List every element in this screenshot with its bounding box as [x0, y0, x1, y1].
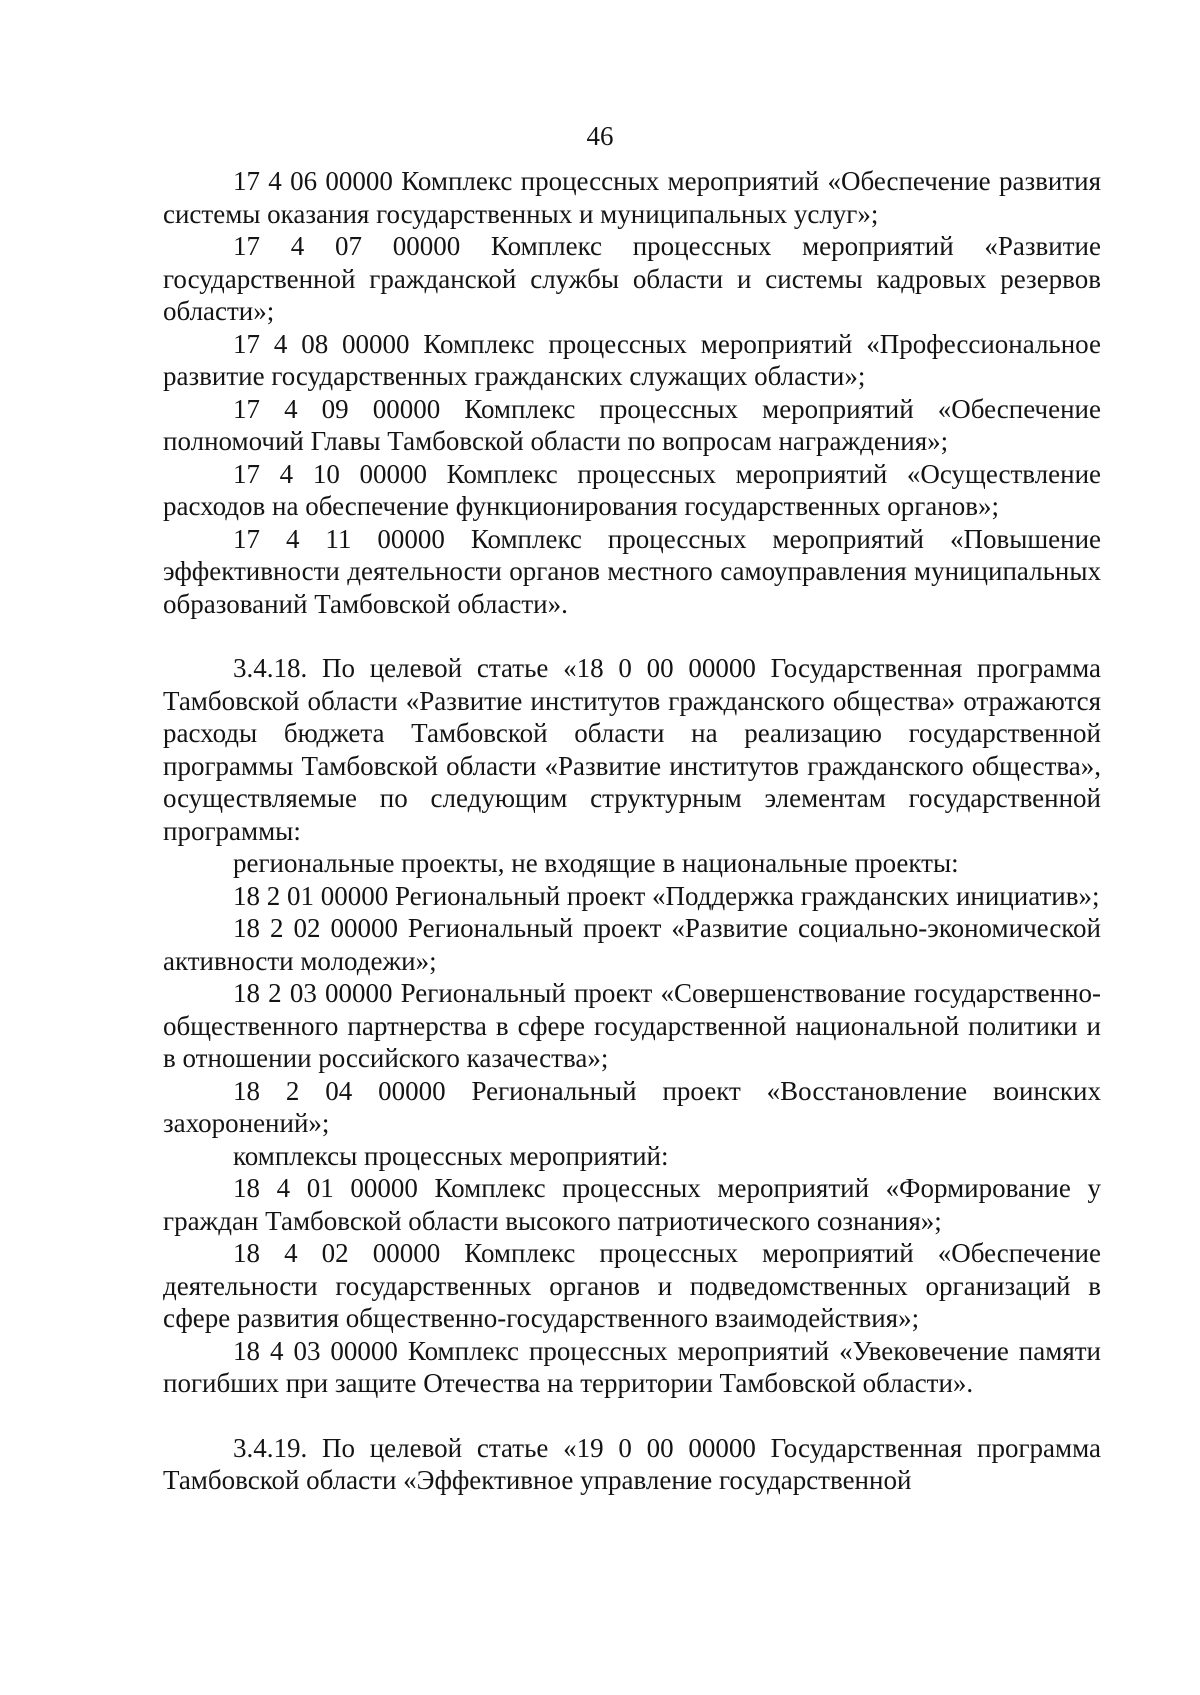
paragraph-18-4-01: 18 4 01 00000 Комплекс процессных мероприятий «Формирование у граждан Тамбовской области высокого патриотического сознания»;	[163, 1173, 1101, 1236]
paragraph-17-4-07: 17 4 07 00000 Комплекс процессных мероприятий «Развитие государственной гражданской службы области и системы кадровых резервов области»;	[163, 231, 1101, 326]
paragraph-17-4-06: 17 4 06 00000 Комплекс процессных мероприятий «Обеспечение развития системы оказания государственных и муниципальных услуг»;	[163, 166, 1101, 229]
paragraph-17-4-08: 17 4 08 00000 Комплекс процессных мероприятий «Профессиональное развитие государственных гражданских служащих области»;	[163, 328, 1101, 391]
regional-projects-heading: региональные проекты, не входящие в национальные проекты:	[233, 848, 959, 878]
paragraph-18-2-01: 18 2 01 00000 Региональный проект «Поддержка гражданских инициатив»;	[233, 880, 1100, 911]
paragraph-18-4-03: 18 4 03 00000 Комплекс процессных мероприятий «Увековечение памяти погибших при защите Отечества на территории Тамбовской области».	[163, 1335, 1101, 1398]
paragraph-17-4-11: 17 4 11 00000 Комплекс процессных мероприятий «Повышение эффективности деятельности органов местного самоуправления муниципальных образований Тамбовской области».	[163, 523, 1101, 619]
paragraph-17-4-09: 17 4 09 00000 Комплекс процессных мероприятий «Обеспечение полномочий Главы Тамбовской области по вопросам награждения»;	[163, 393, 1101, 456]
paragraph-18-2-04: 18 2 04 00000 Региональный проект «Восстановление воинских захоронений»;	[163, 1075, 1101, 1138]
section-3-4-19: 3.4.19. По целевой статье «19 0 00 00000 Государственная программа Тамбовской области «Эффективное управление государственной	[163, 1432, 1101, 1495]
section-gap	[163, 620, 1101, 652]
section-gap	[163, 1400, 1101, 1432]
process-complexes-heading: комплексы процессных мероприятий:	[233, 1140, 669, 1171]
paragraph-18-2-02: 18 2 02 00000 Региональный проект «Развитие социально-экономической активности молодежи»;	[163, 913, 1101, 976]
document-body	[163, 165, 1101, 1497]
section-3-4-18: 3.4.18. По целевой статье «18 0 00 00000 Государственная программа Тамбовской области «Развитие институтов гражданского общества» отражаются расходы бюджета Тамбовской области на реализацию государственной программы Тамбовской области «Развитие институтов гражданского общества», осуществляемые по следующим структурным элементам государственной программы:	[163, 653, 1101, 846]
paragraph-18-4-02: 18 4 02 00000 Комплекс процессных мероприятий «Обеспечение деятельности государственных органов и подведомственных организаций в сфере развития общественно-государственного взаимодействия»;	[163, 1238, 1101, 1333]
paragraph-17-4-10: 17 4 10 00000 Комплекс процессных мероприятий «Осуществление расходов на обеспечение функционирования государственных органов»;	[163, 458, 1101, 521]
page-number: 46	[586, 121, 614, 151]
paragraph-18-2-03: 18 2 03 00000 Региональный проект «Совершенствование государственно-общественного партнерства в сфере государственной национальной политики и в отношении российского казачества»;	[163, 978, 1101, 1073]
